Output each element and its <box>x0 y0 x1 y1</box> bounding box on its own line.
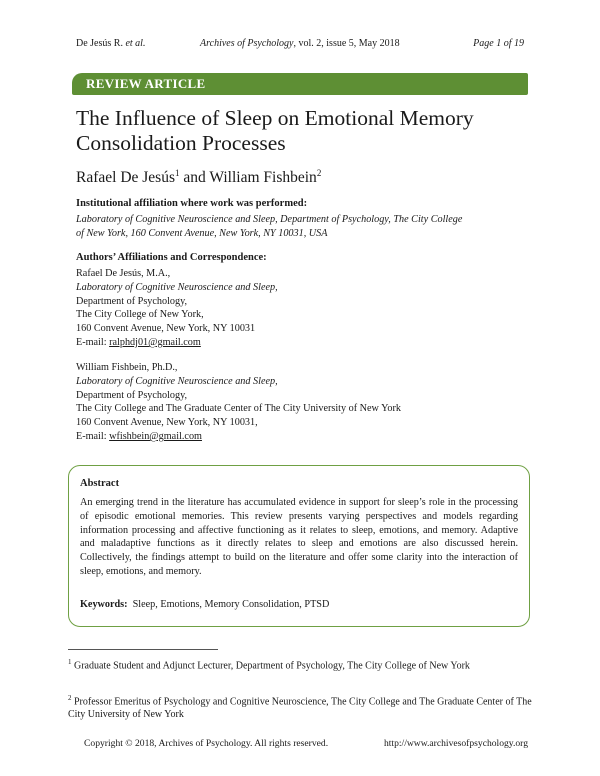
author-2: William Fishbein <box>209 169 317 187</box>
footnote-2 <box>68 692 538 721</box>
author-2-contact <box>76 361 546 444</box>
keywords-line <box>80 599 329 610</box>
author-1-inst: The City College of New York, <box>76 309 204 321</box>
author-2-address: 160 Convent Avenue, New York, NY 10031, <box>76 417 258 429</box>
page-number: Page 1 of 19 <box>473 38 524 49</box>
author-1-lab: Laboratory of Cognitive Neuroscience and Sleep, <box>76 281 278 293</box>
article-type-label: REVIEW ARTICLE <box>86 76 206 91</box>
footnote-divider <box>68 649 218 650</box>
journal-website-link[interactable]: http://www.archivesofpsychology.org <box>383 738 528 749</box>
author-2-dept: Department of Psychology, <box>76 389 188 401</box>
author-2-name: William Fishbein, Ph.D., <box>76 362 178 373</box>
email-label: E-mail: <box>76 336 110 348</box>
footnote-2-text: Professor Emeritus of Psychology and Cognitive Neuroscience, The City College and The Graduate Center of The City University of New York <box>68 696 532 721</box>
copyright-notice: Copyright © 2018, Archives of Psychology. All rights reserved. <box>84 738 329 749</box>
affiliation-line-1: Laboratory of Cognitive Neuroscience and Sleep, Department of Psychology, The City College <box>76 214 463 225</box>
author-1-name: Rafael De Jesús, M.A., <box>76 268 171 279</box>
header-journal-name: Archives of Psychology <box>200 38 294 49</box>
author-1: Rafael De Jesús <box>76 169 175 187</box>
running-header-author <box>76 38 145 49</box>
abstract-text: An emerging trend in the literature has accumulated evidence in support for sleep’s role in the processing of episodic emotional memories. This review presents varying perspectives and models regarding information processing and affective functioning as it relates to sleep, emotions, and memory. Adaptive and maladaptive functions as it directly relates to sleep and emotions are also discussed herein. Collectively, the findings attempt to build on the literature and offer some clarity into the interaction of sleep, emotions, and memory. <box>80 497 518 577</box>
affiliation-line-2: of New York, 160 Convent Avenue, New York, NY 10031, USA <box>76 227 328 239</box>
article-type-banner <box>72 73 528 95</box>
author-2-footnote-mark: 2 <box>316 168 322 178</box>
article-title <box>76 106 536 156</box>
email-label: E-mail: <box>76 430 110 442</box>
footnote-2-mark: 2 <box>68 694 72 702</box>
author-2-lab: Laboratory of Cognitive Neuroscience and Sleep, <box>76 375 278 387</box>
affiliation-text <box>76 213 546 241</box>
author-1-email-link[interactable]: ralphdj01@gmail.com <box>109 336 201 348</box>
author-1-address: 160 Convent Avenue, New York, NY 10031 <box>76 323 256 335</box>
title-line-2: Consolidation Processes <box>76 131 286 155</box>
author-1-dept: Department of Psychology, <box>76 295 188 307</box>
header-author-name: De Jesús R. <box>76 38 123 49</box>
running-header-journal <box>200 38 400 49</box>
author-list <box>76 168 321 187</box>
correspondence-heading: Authors’ Affiliations and Correspondence: <box>76 252 267 263</box>
footnote-1 <box>68 656 538 672</box>
keywords-list: Sleep, Emotions, Memory Consolidation, PTSD <box>132 599 330 610</box>
header-author-etal: et al. <box>125 38 146 49</box>
author-1-email-line <box>76 336 546 350</box>
keywords-label: Keywords: <box>80 599 128 610</box>
affiliation-heading: Institutional affiliation where work was performed: <box>76 198 308 209</box>
header-volume-issue: , vol. 2, issue 5, May 2018 <box>293 38 400 49</box>
title-line-1: The Influence of Sleep on Emotional Memory <box>76 106 474 130</box>
footnote-1-mark: 1 <box>68 658 72 666</box>
author-conjunction: and <box>179 169 210 187</box>
author-1-footnote-mark: 1 <box>175 168 180 178</box>
author-2-inst: The City College and The Graduate Center of The City University of New York <box>76 403 401 415</box>
footnote-1-text: Graduate Student and Adjunct Lecturer, Department of Psychology, The City College of New York <box>74 660 470 672</box>
author-2-email-line <box>76 430 546 444</box>
author-2-email-link[interactable]: wfishbein@gmail.com <box>109 430 202 442</box>
author-1-contact <box>76 267 546 350</box>
abstract-heading: Abstract <box>80 478 120 489</box>
